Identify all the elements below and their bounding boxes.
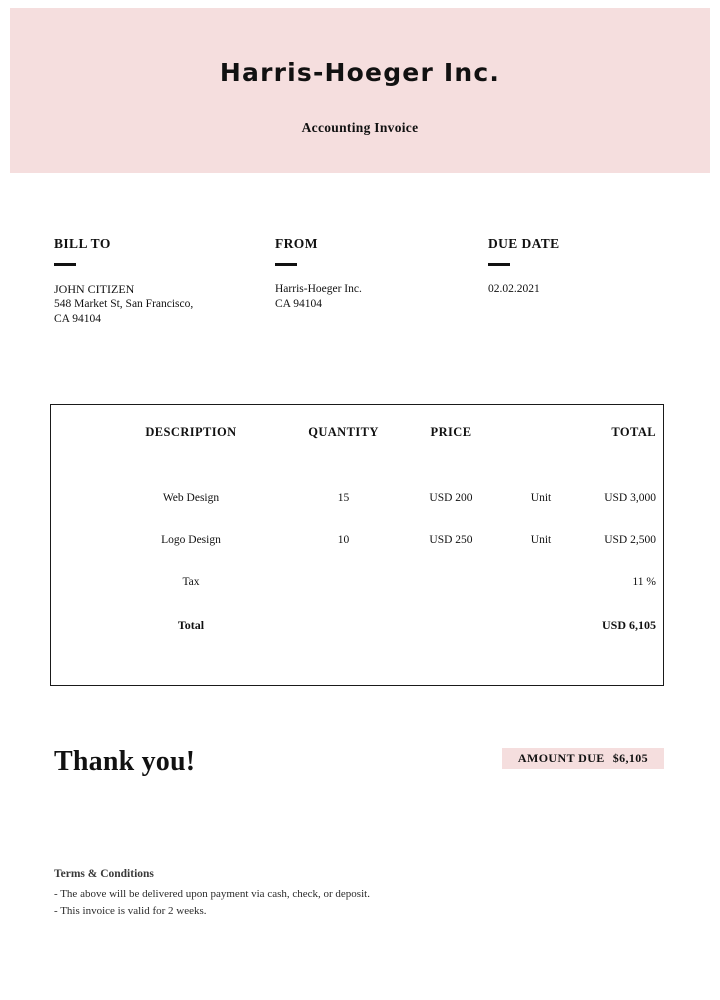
from-block (275, 236, 465, 312)
terms-and-conditions (54, 868, 614, 920)
cell-description: Web Design (162, 492, 220, 504)
document-subtitle: Accounting Invoice (301, 120, 419, 135)
cell-description: Total (177, 618, 205, 632)
cell-quantity: 10 (337, 534, 350, 546)
terms-line-2: - This invoice is valid for 2 weeks. (54, 905, 207, 917)
due-date-value: 02.02.2021 (488, 282, 540, 295)
cell-price: USD 250 (429, 534, 473, 546)
table-row-tax (51, 576, 663, 598)
bill-to-title: BILL TO (54, 236, 111, 251)
cell-total: 11 % (632, 576, 656, 588)
terms-title: Terms & Conditions (54, 868, 154, 880)
table-row-total (51, 618, 663, 640)
due-date-block (488, 236, 678, 297)
bill-to-address-line1: 548 Market St, San Francisco, (54, 297, 194, 310)
bill-to-address-line2: CA 94104 (54, 312, 101, 325)
invoice-meta (10, 236, 710, 366)
from-body (275, 282, 465, 312)
terms-line-1: - The above will be delivered upon payment via cash, check, or deposit. (54, 888, 370, 900)
amount-due-label: AMOUNT DUE (517, 751, 605, 765)
column-header-description: DESCRIPTION (145, 425, 237, 439)
table-row (51, 492, 663, 514)
cell-description: Logo Design (161, 534, 221, 546)
column-header-price: PRICE (430, 425, 472, 439)
bill-to-rule (54, 263, 76, 266)
thank-you-text: Thank you! (54, 746, 196, 777)
cell-description: Tax (182, 576, 200, 588)
bill-to-name: JOHN CITIZEN (54, 281, 135, 296)
cell-total: USD 3,000 (604, 492, 656, 504)
table-row (51, 534, 663, 556)
cell-total: USD 2,500 (604, 534, 656, 546)
cell-total: USD 6,105 (601, 618, 656, 632)
from-title: FROM (275, 236, 318, 251)
bill-to-body (54, 282, 254, 327)
due-date-body (488, 282, 678, 297)
company-name: Harris-Hoeger Inc. (219, 58, 501, 87)
amount-due-badge (502, 748, 664, 769)
column-header-total: TOTAL (611, 425, 656, 439)
from-address-line1: CA 94104 (275, 297, 322, 310)
due-date-title: DUE DATE (488, 236, 560, 251)
column-header-quantity: QUANTITY (308, 425, 379, 439)
cell-unit: Unit (530, 492, 552, 504)
invoice-page (10, 8, 710, 992)
bill-to-block (54, 236, 254, 327)
cell-quantity: 15 (337, 492, 350, 504)
from-name: Harris-Hoeger Inc. (275, 282, 362, 295)
amount-due-value: $6,105 (612, 751, 649, 765)
line-items-table (50, 404, 664, 686)
cell-unit: Unit (530, 534, 552, 546)
table-header-row (51, 425, 663, 447)
from-rule (275, 263, 297, 266)
header-band (10, 8, 710, 173)
due-date-rule (488, 263, 510, 266)
cell-price: USD 200 (429, 492, 473, 504)
